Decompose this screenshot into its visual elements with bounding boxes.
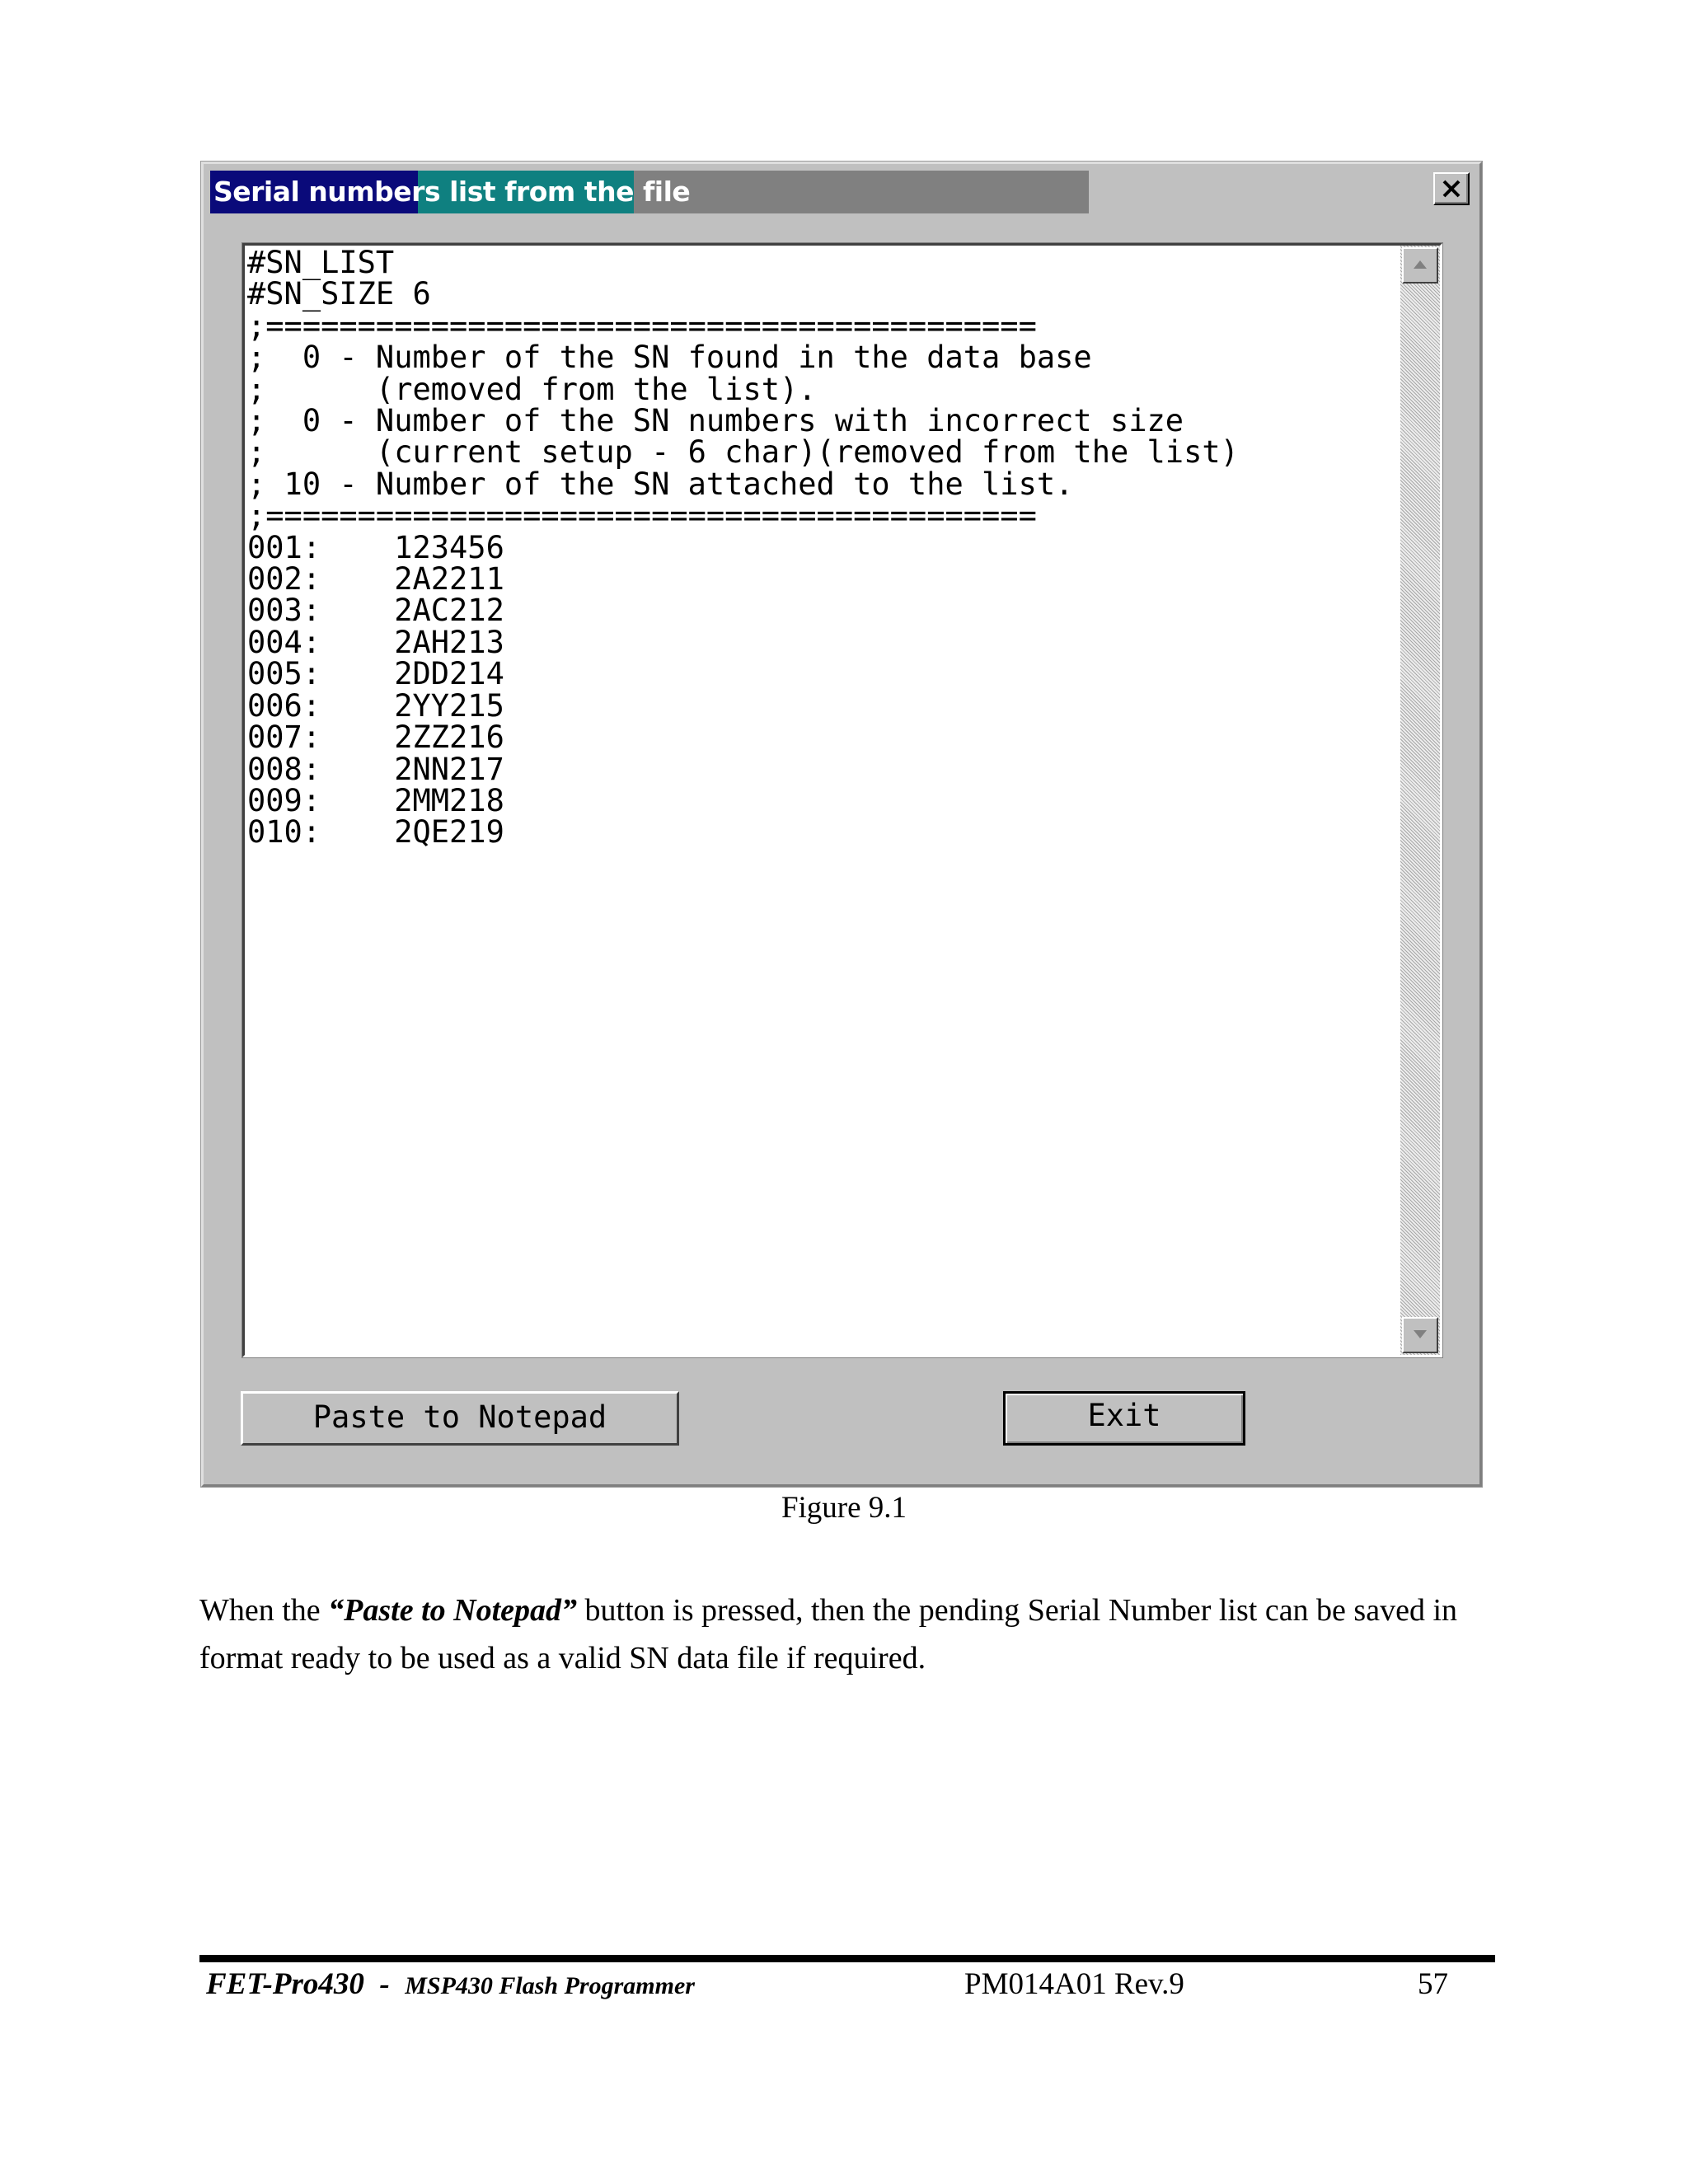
text-line: #SN_LIST: [247, 247, 395, 280]
text-line: #SN_SIZE 6: [247, 276, 431, 312]
footer-subtitle: MSP430 Flash Programmer: [405, 1972, 695, 1999]
window-title-part2: list from the file: [440, 176, 691, 208]
window-title-part1: Serial numbers: [213, 176, 441, 208]
text-line: 002: 2A2211: [247, 561, 504, 598]
exit-button[interactable]: Exit: [1003, 1391, 1245, 1446]
paragraph-emphasis: “Paste to Notepad”: [328, 1593, 578, 1628]
figure-caption: Figure 9.1: [781, 1491, 907, 1525]
text-line: ;==========================================: [247, 307, 1037, 344]
text-line: 009: 2MM218: [247, 782, 504, 818]
text-line: 010: 2QE219: [247, 814, 504, 851]
text-line: 006: 2YY215: [247, 687, 504, 724]
close-x-icon: [1442, 179, 1461, 199]
text-line: ;==========================================: [247, 498, 1037, 534]
serial-list-text[interactable]: [247, 247, 1395, 1355]
footer-document-id: PM014A01 Rev.9: [964, 1967, 1184, 2001]
paste-to-notepad-button[interactable]: Paste to Notepad: [241, 1391, 679, 1446]
window-title: [213, 176, 690, 208]
text-line: ; 0 - Number of the SN numbers with incorrect size: [247, 403, 1184, 439]
footer-separator: -: [363, 1967, 406, 2001]
text-line: ; 10 - Number of the SN attached to the list.: [247, 466, 1074, 502]
text-line: ; (current setup - 6 char)(removed from the list): [247, 434, 1239, 471]
footer-product-name: FET-Pro430: [206, 1967, 364, 2001]
scroll-up-arrow-icon: [1412, 259, 1428, 270]
vertical-scrollbar[interactable]: [1400, 246, 1440, 1355]
text-line: 007: 2ZZ216: [247, 719, 504, 756]
text-line: ; (removed from the list).: [247, 371, 817, 407]
text-line: 008: 2NN217: [247, 751, 504, 787]
close-button[interactable]: [1433, 172, 1470, 205]
serial-list-textarea[interactable]: [242, 243, 1442, 1357]
footer-divider: [199, 1955, 1495, 1962]
scroll-up-button[interactable]: [1402, 247, 1438, 284]
text-line: 005: 2DD214: [247, 656, 504, 692]
title-bar[interactable]: [210, 171, 1089, 213]
text-line: 003: 2AC212: [247, 593, 504, 629]
body-paragraph: [199, 1586, 1502, 1682]
paragraph-text-before: When the: [199, 1593, 329, 1628]
paragraph-text-after: button is pressed, then the pending Serial Number list can be saved in format ready to be used as a valid SN data file if required.: [199, 1593, 1458, 1675]
footer-product-title: [206, 1966, 695, 2002]
text-line: ; 0 - Number of the SN found in the data base: [247, 340, 1092, 376]
footer-page-number: 57: [1418, 1967, 1448, 2001]
scroll-down-button[interactable]: [1402, 1317, 1438, 1353]
text-line: 001: 123456: [247, 529, 504, 565]
text-line: 004: 2AH213: [247, 624, 504, 660]
scroll-down-arrow-icon: [1412, 1329, 1428, 1340]
serial-numbers-dialog: [201, 162, 1482, 1487]
